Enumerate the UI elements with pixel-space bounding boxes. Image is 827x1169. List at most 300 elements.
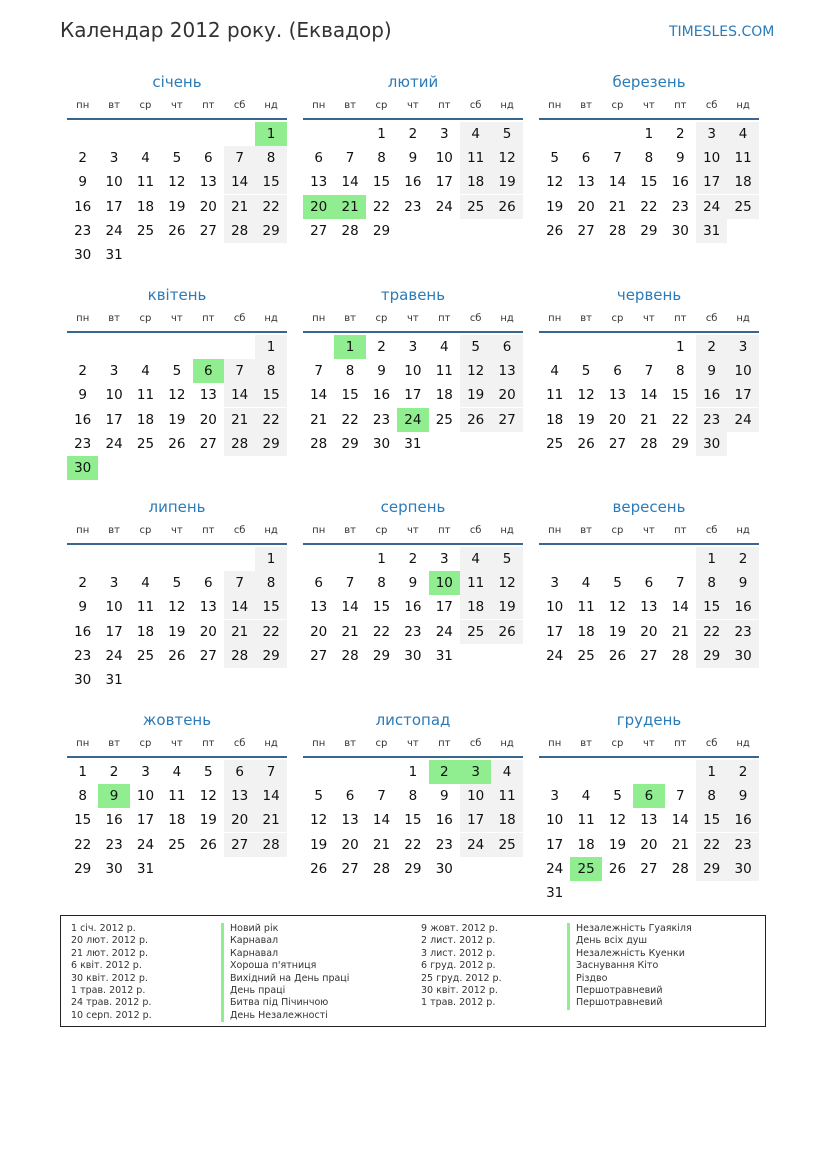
weekday-label: чт bbox=[407, 313, 419, 324]
day-cell: 17 bbox=[546, 836, 564, 853]
day-cell: 16 bbox=[727, 595, 758, 619]
legend-holiday-name: Битва під Пічинчою bbox=[221, 997, 349, 1009]
day-cell: 24 bbox=[435, 198, 453, 215]
day-cell: 8 bbox=[696, 571, 727, 595]
day-cell: 19 bbox=[491, 170, 522, 194]
weekday-label: вт bbox=[344, 738, 356, 749]
day-cell: 24 bbox=[460, 833, 491, 857]
legend-holiday-name: Першотравневий bbox=[567, 985, 692, 997]
weekday-label: сб bbox=[233, 313, 246, 324]
day-cell: 24 bbox=[105, 647, 123, 664]
day-cell: 28 bbox=[341, 647, 359, 664]
day-cell: 21 bbox=[224, 620, 255, 644]
day-cell: 31 bbox=[404, 435, 422, 452]
weekday-label: чт bbox=[643, 738, 655, 749]
day-cell: 23 bbox=[727, 833, 758, 857]
day-cell: 8 bbox=[255, 571, 286, 595]
day-cell: 7 bbox=[224, 571, 255, 595]
legend-date: 6 квіт. 2012 р. bbox=[71, 960, 142, 972]
weekday-label: пт bbox=[202, 738, 215, 749]
day-cell: 29 bbox=[372, 222, 391, 239]
day-cell: 16 bbox=[671, 174, 689, 191]
weekday-label: пт bbox=[438, 313, 451, 324]
day-cell: 17 bbox=[105, 411, 123, 428]
day-cell: 24 bbox=[696, 195, 727, 219]
day-cell: 30 bbox=[435, 860, 453, 877]
day-cell: 31 bbox=[136, 860, 155, 877]
day-cell: 16 bbox=[105, 812, 123, 829]
day-cell: 26 bbox=[168, 222, 186, 239]
holiday-day-cell: 9 bbox=[98, 784, 129, 808]
legend-date: 10 серп. 2012 р. bbox=[71, 1009, 152, 1021]
day-cell: 26 bbox=[491, 620, 522, 644]
day-cell: 5 bbox=[613, 788, 622, 805]
day-cell: 2 bbox=[696, 335, 727, 359]
day-cell: 19 bbox=[168, 411, 186, 428]
legend-holiday-name: Хороша п'ятниця bbox=[221, 960, 349, 972]
month-name: грудень bbox=[616, 711, 682, 729]
weekday-label: чт bbox=[171, 525, 183, 536]
day-cell: 5 bbox=[491, 547, 522, 571]
day-cell: 6 bbox=[613, 363, 622, 380]
legend-date: 25 груд. 2012 р. bbox=[421, 972, 502, 984]
day-cell: 15 bbox=[696, 808, 727, 832]
day-cell: 28 bbox=[224, 432, 255, 456]
day-cell: 31 bbox=[105, 247, 123, 263]
site-link[interactable]: TIMESLES.COM bbox=[669, 24, 775, 40]
day-cell: 21 bbox=[671, 836, 689, 853]
day-cell: 5 bbox=[550, 150, 559, 167]
legend-dates-left bbox=[71, 923, 152, 1022]
day-cell: 23 bbox=[74, 435, 92, 452]
day-cell: 27 bbox=[199, 435, 217, 452]
day-cell: 8 bbox=[78, 788, 87, 805]
day-cell: 6 bbox=[491, 335, 522, 359]
day-cell: 26 bbox=[608, 647, 627, 664]
weekday-label: вт bbox=[580, 100, 592, 111]
weekday-label: пн bbox=[548, 100, 562, 111]
month-1 bbox=[67, 72, 287, 263]
day-cell: 17 bbox=[404, 387, 422, 404]
day-cell: 30 bbox=[727, 857, 758, 881]
month-4 bbox=[67, 285, 287, 476]
day-cell: 13 bbox=[310, 599, 328, 616]
day-cell: 19 bbox=[546, 198, 564, 215]
day-cell: 27 bbox=[640, 647, 658, 664]
month-name: лютий bbox=[387, 73, 439, 91]
day-cell: 11 bbox=[727, 146, 758, 170]
day-cell: 23 bbox=[435, 836, 453, 853]
day-cell: 5 bbox=[581, 363, 591, 380]
day-cell: 11 bbox=[577, 599, 595, 616]
weekday-label: сб bbox=[705, 313, 718, 324]
day-cell: 8 bbox=[675, 363, 685, 380]
day-cell: 11 bbox=[168, 788, 186, 805]
day-cell: 27 bbox=[310, 647, 328, 664]
day-cell: 14 bbox=[608, 174, 627, 191]
day-cell: 13 bbox=[199, 599, 217, 616]
day-cell: 20 bbox=[199, 198, 217, 215]
day-cell: 1 bbox=[255, 547, 286, 571]
day-cell: 17 bbox=[546, 623, 564, 640]
day-cell: 25 bbox=[435, 411, 453, 428]
weekday-label: чт bbox=[407, 525, 419, 536]
weekday-label: нд bbox=[500, 525, 514, 536]
day-cell: 24 bbox=[546, 860, 564, 877]
legend-holiday-name: Новий рік bbox=[221, 923, 349, 935]
day-cell: 3 bbox=[727, 335, 758, 359]
holiday-day-cell: 20 bbox=[303, 195, 334, 219]
day-cell: 2 bbox=[78, 575, 87, 592]
weekday-label: пт bbox=[202, 525, 215, 536]
day-cell: 10 bbox=[105, 174, 123, 191]
day-cell: 13 bbox=[310, 174, 328, 191]
day-cell: 26 bbox=[491, 195, 522, 219]
day-cell: 14 bbox=[255, 784, 286, 808]
day-cell: 13 bbox=[608, 387, 627, 404]
weekday-label: сб bbox=[469, 525, 482, 536]
day-cell: 29 bbox=[74, 860, 92, 877]
day-cell: 22 bbox=[372, 198, 391, 215]
day-cell: 8 bbox=[255, 359, 286, 383]
day-cell: 27 bbox=[199, 222, 217, 239]
weekday-header bbox=[539, 734, 759, 758]
day-cell: 18 bbox=[136, 623, 155, 640]
weekday-label: ср bbox=[611, 525, 624, 536]
month-8 bbox=[303, 497, 523, 664]
month-name: травень bbox=[380, 286, 446, 304]
day-cell: 1 bbox=[377, 551, 386, 567]
day-cell: 19 bbox=[460, 383, 491, 407]
holiday-day-cell: 2 bbox=[429, 760, 460, 784]
day-cell: 23 bbox=[727, 620, 758, 644]
day-cell: 14 bbox=[224, 383, 255, 407]
day-cell: 26 bbox=[577, 435, 595, 452]
weekday-label: ср bbox=[139, 525, 152, 536]
month-2 bbox=[303, 72, 523, 239]
day-cell: 5 bbox=[172, 150, 182, 167]
month-6 bbox=[539, 285, 759, 452]
day-cell: 25 bbox=[460, 195, 491, 219]
day-cell: 1 bbox=[377, 126, 386, 142]
day-cell: 12 bbox=[168, 174, 186, 191]
weekday-label: пн bbox=[548, 738, 562, 749]
day-cell: 15 bbox=[372, 599, 391, 616]
day-cell: 30 bbox=[727, 644, 758, 668]
day-cell: 24 bbox=[105, 222, 123, 239]
day-cell: 4 bbox=[581, 788, 591, 805]
day-cell: 31 bbox=[435, 647, 453, 664]
day-cell: 6 bbox=[345, 788, 355, 805]
day-cell: 31 bbox=[696, 219, 727, 243]
day-cell: 28 bbox=[640, 435, 658, 452]
day-cell: 27 bbox=[199, 647, 217, 664]
holiday-day-cell: 25 bbox=[570, 857, 601, 881]
day-cell: 8 bbox=[255, 146, 286, 170]
day-cell: 19 bbox=[608, 623, 627, 640]
day-cell: 21 bbox=[224, 195, 255, 219]
day-cell: 22 bbox=[696, 833, 727, 857]
day-cell: 26 bbox=[199, 836, 217, 853]
day-cell: 30 bbox=[404, 647, 422, 664]
day-cell: 17 bbox=[136, 812, 155, 829]
holiday-day-cell: 6 bbox=[193, 359, 224, 383]
weekday-label: нд bbox=[736, 100, 750, 111]
day-cell: 29 bbox=[696, 857, 727, 881]
day-cell: 13 bbox=[491, 359, 522, 383]
day-cell: 10 bbox=[546, 812, 564, 829]
day-cell: 20 bbox=[608, 411, 627, 428]
day-cell: 8 bbox=[644, 150, 654, 167]
legend-holiday-name: День праці bbox=[221, 985, 349, 997]
day-cell: 21 bbox=[640, 411, 658, 428]
day-cell: 26 bbox=[546, 222, 564, 239]
day-cell: 20 bbox=[199, 623, 217, 640]
day-cell: 22 bbox=[255, 408, 286, 432]
weekday-label: ср bbox=[611, 100, 624, 111]
day-cell: 10 bbox=[105, 387, 123, 404]
day-cell: 30 bbox=[696, 432, 727, 456]
month-7 bbox=[67, 497, 287, 688]
day-cell: 12 bbox=[491, 571, 522, 595]
day-cell: 18 bbox=[136, 411, 155, 428]
day-cell: 12 bbox=[491, 146, 522, 170]
day-cell: 25 bbox=[727, 195, 758, 219]
day-cell: 17 bbox=[105, 198, 123, 215]
day-cell: 28 bbox=[671, 647, 689, 664]
day-cell: 30 bbox=[671, 222, 689, 239]
weekday-header bbox=[67, 96, 287, 120]
day-cell: 28 bbox=[372, 860, 391, 877]
day-cell: 12 bbox=[199, 788, 217, 805]
weekday-header bbox=[67, 734, 287, 758]
day-cell: 10 bbox=[404, 363, 422, 380]
day-cell: 9 bbox=[408, 575, 418, 592]
weekday-label: вт bbox=[344, 525, 356, 536]
day-cell: 5 bbox=[203, 764, 213, 780]
day-cell: 21 bbox=[255, 808, 286, 832]
legend-date: 30 квіт. 2012 р. bbox=[421, 984, 498, 996]
weekday-label: вт bbox=[580, 313, 592, 324]
day-cell: 4 bbox=[727, 122, 758, 146]
day-cell: 28 bbox=[608, 222, 627, 239]
day-cell: 18 bbox=[460, 170, 491, 194]
day-cell: 17 bbox=[727, 383, 758, 407]
weekday-label: ср bbox=[139, 313, 152, 324]
weekday-label: сб bbox=[233, 525, 246, 536]
weekday-label: чт bbox=[171, 100, 183, 111]
day-cell: 9 bbox=[78, 599, 87, 616]
legend-names-left bbox=[221, 923, 349, 1022]
day-cell: 24 bbox=[105, 435, 123, 452]
day-cell: 18 bbox=[491, 808, 522, 832]
day-cell: 6 bbox=[203, 575, 213, 592]
day-cell: 21 bbox=[608, 198, 627, 215]
weekday-label: пт bbox=[202, 100, 215, 111]
day-cell: 6 bbox=[314, 150, 323, 167]
day-cell: 18 bbox=[460, 595, 491, 619]
day-cell: 27 bbox=[491, 408, 522, 432]
day-cell: 25 bbox=[136, 647, 155, 664]
day-cell: 14 bbox=[341, 599, 359, 616]
day-cell: 28 bbox=[310, 435, 328, 452]
weekday-label: чт bbox=[643, 100, 655, 111]
legend-holiday-name: Незалежність Гуаякіля bbox=[567, 923, 692, 935]
weekday-header bbox=[303, 734, 523, 758]
day-cell: 16 bbox=[404, 599, 422, 616]
day-cell: 8 bbox=[408, 788, 418, 805]
day-cell: 23 bbox=[105, 836, 123, 853]
month-3 bbox=[539, 72, 759, 239]
day-cell: 1 bbox=[408, 764, 418, 780]
day-cell: 29 bbox=[255, 644, 286, 668]
weekday-label: пн bbox=[312, 738, 326, 749]
day-cell: 23 bbox=[404, 198, 422, 215]
day-cell: 21 bbox=[671, 623, 689, 640]
day-cell: 20 bbox=[199, 411, 217, 428]
day-cell: 15 bbox=[640, 174, 658, 191]
day-cell: 13 bbox=[640, 812, 658, 829]
day-cell: 21 bbox=[372, 836, 391, 853]
day-cell: 11 bbox=[460, 571, 491, 595]
day-cell: 9 bbox=[78, 174, 87, 191]
day-cell: 21 bbox=[310, 411, 328, 428]
day-cell: 22 bbox=[74, 836, 92, 853]
day-cell: 7 bbox=[675, 575, 685, 592]
day-cell: 2 bbox=[727, 547, 758, 571]
weekday-label: нд bbox=[264, 313, 278, 324]
day-cell: 30 bbox=[74, 672, 92, 688]
day-cell: 31 bbox=[105, 672, 123, 688]
legend-holiday-name: Карнавал bbox=[221, 935, 349, 947]
weekday-label: вт bbox=[344, 313, 356, 324]
weekday-header bbox=[539, 96, 759, 120]
legend-names-right bbox=[567, 923, 692, 1010]
holiday-day-cell: 10 bbox=[429, 571, 460, 595]
weekday-header bbox=[67, 521, 287, 545]
day-cell: 12 bbox=[460, 359, 491, 383]
day-cell: 13 bbox=[341, 812, 359, 829]
day-cell: 25 bbox=[491, 833, 522, 857]
day-cell: 25 bbox=[136, 222, 155, 239]
day-cell: 25 bbox=[577, 647, 595, 664]
day-cell: 2 bbox=[377, 339, 386, 355]
day-cell: 16 bbox=[74, 198, 92, 215]
day-cell: 16 bbox=[372, 387, 391, 404]
weekday-label: сб bbox=[469, 738, 482, 749]
day-cell: 4 bbox=[550, 363, 559, 380]
legend-date: 1 трав. 2012 р. bbox=[421, 997, 496, 1009]
day-cell: 1 bbox=[675, 339, 685, 355]
day-cell: 28 bbox=[341, 222, 359, 239]
day-cell: 9 bbox=[675, 150, 685, 167]
weekday-label: вт bbox=[108, 313, 120, 324]
day-cell: 8 bbox=[377, 575, 386, 592]
day-cell: 11 bbox=[435, 363, 453, 380]
weekday-label: нд bbox=[264, 100, 278, 111]
day-cell: 11 bbox=[136, 599, 155, 616]
weekday-label: чт bbox=[407, 738, 419, 749]
day-cell: 7 bbox=[644, 363, 654, 380]
weekday-label: пн bbox=[312, 525, 326, 536]
weekday-label: ср bbox=[375, 738, 388, 749]
weekday-label: нд bbox=[264, 738, 278, 749]
day-cell: 17 bbox=[696, 170, 727, 194]
day-cell: 4 bbox=[491, 760, 522, 784]
day-cell: 5 bbox=[613, 575, 622, 592]
day-cell: 11 bbox=[460, 146, 491, 170]
holiday-legend bbox=[60, 915, 766, 1027]
day-cell: 1 bbox=[696, 547, 727, 571]
day-cell: 10 bbox=[105, 599, 123, 616]
day-cell: 7 bbox=[613, 150, 622, 167]
day-cell: 2 bbox=[109, 764, 119, 780]
day-cell: 27 bbox=[224, 833, 255, 857]
day-cell: 11 bbox=[136, 174, 155, 191]
day-cell: 15 bbox=[255, 383, 286, 407]
day-cell: 12 bbox=[546, 174, 564, 191]
day-cell: 29 bbox=[255, 219, 286, 243]
day-cell: 17 bbox=[105, 623, 123, 640]
weekday-label: чт bbox=[171, 738, 183, 749]
day-cell: 21 bbox=[224, 408, 255, 432]
weekday-label: вт bbox=[108, 738, 120, 749]
weekday-label: сб bbox=[705, 738, 718, 749]
day-cell: 24 bbox=[136, 836, 155, 853]
day-cell: 23 bbox=[671, 198, 689, 215]
day-cell: 15 bbox=[372, 174, 391, 191]
legend-date: 20 лют. 2012 р. bbox=[71, 935, 148, 947]
weekday-label: сб bbox=[233, 100, 246, 111]
day-cell: 11 bbox=[546, 387, 564, 404]
day-cell: 5 bbox=[172, 363, 182, 380]
day-cell: 8 bbox=[696, 784, 727, 808]
weekday-label: нд bbox=[736, 738, 750, 749]
day-cell: 14 bbox=[224, 595, 255, 619]
legend-holiday-name: Вихідний на День праці bbox=[221, 973, 349, 985]
weekday-label: нд bbox=[264, 525, 278, 536]
weekday-label: ср bbox=[611, 738, 624, 749]
weekday-label: вт bbox=[344, 100, 356, 111]
day-cell: 22 bbox=[255, 620, 286, 644]
holiday-day-cell: 6 bbox=[633, 784, 664, 808]
weekday-label: ср bbox=[139, 738, 152, 749]
day-cell: 19 bbox=[168, 623, 186, 640]
weekday-label: чт bbox=[407, 100, 419, 111]
day-cell: 18 bbox=[577, 623, 595, 640]
weekday-label: сб bbox=[469, 100, 482, 111]
day-cell: 27 bbox=[608, 435, 627, 452]
day-cell: 10 bbox=[460, 784, 491, 808]
day-cell: 18 bbox=[136, 198, 155, 215]
day-cell: 12 bbox=[168, 387, 186, 404]
day-cell: 29 bbox=[341, 435, 359, 452]
weekday-label: ср bbox=[375, 100, 388, 111]
day-cell: 20 bbox=[640, 836, 658, 853]
day-cell: 25 bbox=[546, 435, 564, 452]
day-cell: 7 bbox=[224, 359, 255, 383]
day-cell: 3 bbox=[439, 551, 449, 567]
weekday-label: пн bbox=[76, 525, 90, 536]
month-name: листопад bbox=[375, 711, 451, 729]
day-cell: 13 bbox=[199, 387, 217, 404]
day-cell: 7 bbox=[377, 788, 386, 805]
day-cell: 25 bbox=[460, 620, 491, 644]
legend-date: 1 січ. 2012 р. bbox=[71, 923, 136, 934]
day-cell: 22 bbox=[671, 411, 689, 428]
day-cell: 18 bbox=[168, 812, 186, 829]
day-cell: 30 bbox=[372, 435, 391, 452]
